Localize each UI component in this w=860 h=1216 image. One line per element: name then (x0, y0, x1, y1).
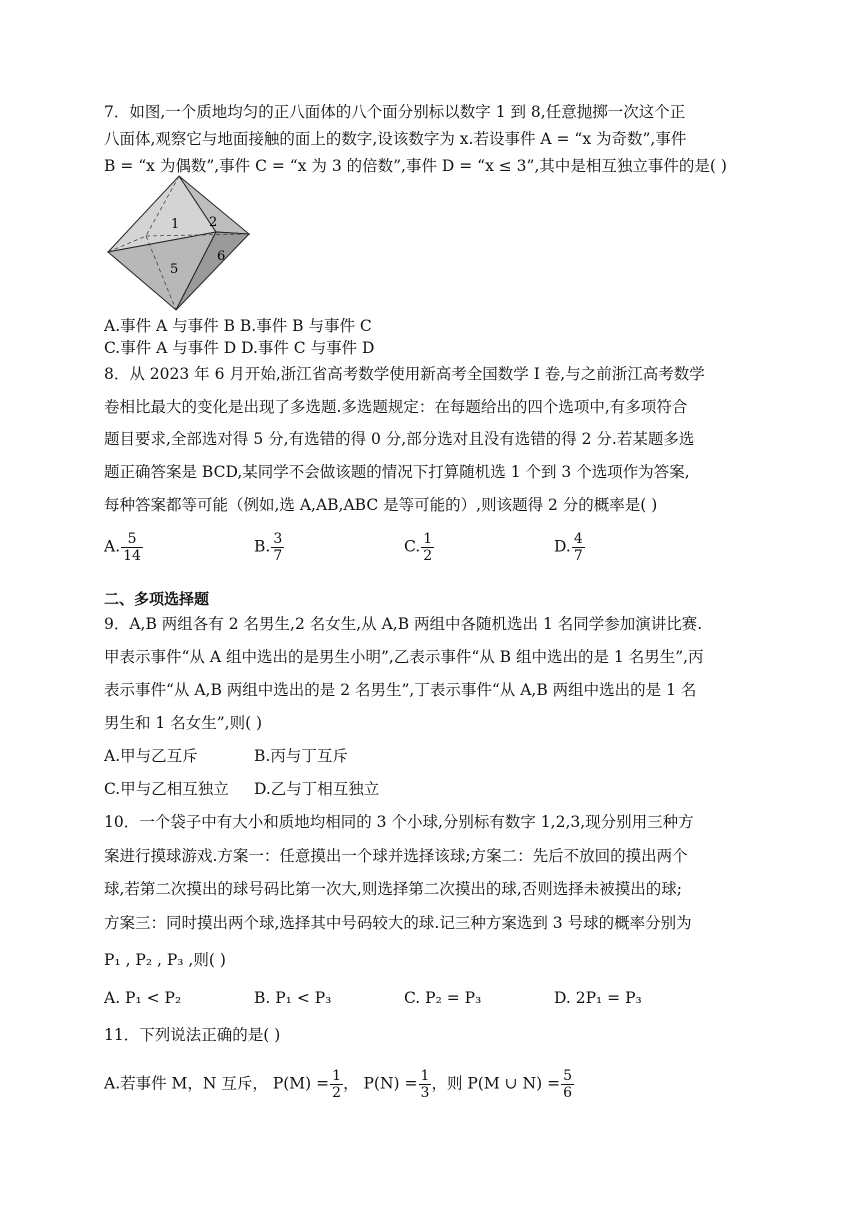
section-title: 二、多项选择题 (104, 590, 210, 608)
q7-options-row-2: C.事件 A 与事件 D D.事件 C 与事件 D (104, 339, 375, 357)
q8-option-b: B. $\frac{3}{7}$ (254, 531, 283, 564)
octahedron-figure (106, 174, 252, 314)
q10-option-a: A. P₁ < P₂ (104, 989, 182, 1007)
q8-line-2: 卷相比最大的变化是出现了多选题.多选题规定：在每题给出的四个选项中,有多项符合 (104, 398, 688, 416)
q7-line-1: 7．如图,一个质地均匀的正八面体的八个面分别标以数字 1 到 8,任意抛掷一次这个正 (104, 103, 686, 121)
face-label-1: 1 (171, 217, 180, 232)
q7-options-row-1: A.事件 A 与事件 B B.事件 B 与事件 C (104, 317, 372, 335)
q11-line-1: 11．下列说法正确的是( ) (104, 1026, 281, 1044)
q9-option-b: B.丙与丁互斥 (254, 747, 348, 765)
q8-line-3: 题目要求,全部选对得 5 分,有选错的得 0 分,部分选对且没有选错的得 2 分.若某题多选 (104, 430, 695, 448)
q8-line-4: 题正确答案是 BCD,某同学不会做该题的情况下打算随机选 1 个到 3 个选项作为答案, (104, 463, 690, 481)
q10-line-4: 方案三：同时摸出两个球,选择其中号码较大的球.记三种方案选到 3 号球的概率分别为 (104, 914, 692, 932)
q10-line-2: 案进行摸球游戏.方案一：任意摸出一个球并选择该球;方案二：先后不放回的摸出两个 (104, 847, 688, 865)
q9-line-2: 甲表示事件“从 A 组中选出的是男生小明”,乙表示事件“从 B 组中选出的是 1 名男生”,丙 (104, 648, 704, 666)
q8-option-d: D. $\frac{4}{7}$ (554, 531, 583, 564)
q9-line-3: 表示事件“从 A,B 两组中选出的是 2 名男生”,丁表示事件“从 A,B 两组中选出的是 1 名 (104, 681, 697, 699)
q9-line-1: 9．A,B 两组各有 2 名男生,2 名女生,从 A,B 两组中各随机选出 1 名同学参加演讲比赛. (104, 615, 703, 633)
q10-option-d: D. 2P₁ = P₃ (554, 989, 642, 1007)
q10-option-c: C. P₂ = P₃ (404, 989, 482, 1007)
q8-option-c: C. $\frac{1}{2}$ (404, 531, 433, 564)
q10-line-5: P₁ , P₂ , P₃ ,则( ) (104, 951, 226, 969)
q7-line-2: 八面体,观察它与地面接触的面上的数字,设该数字为 x.若设事件 A = “x 为奇数”,事件 (104, 130, 687, 148)
q7-line-3: B = “x 为偶数”,事件 C = “x 为 3 的倍数”,事件 D = “x ≤ 3”,其中是相互独立事件的是( ) (104, 157, 727, 175)
q8-option-a: A. $\frac{5}{14}$ (104, 531, 141, 564)
q10-option-b: B. P₁ < P₃ (254, 989, 332, 1007)
q9-option-c: C.甲与乙相互独立 (104, 780, 229, 798)
q10-line-3: 球,若第二次摸出的球号码比第一次大,则选择第二次摸出的球,否则选择未被摸出的球; (104, 880, 683, 898)
face-label-5: 5 (170, 262, 179, 277)
face-label-6: 6 (217, 249, 226, 264)
q8-line-1: 8．从 2023 年 6 月开始,浙江省高考数学使用新高考全国数学 I 卷,与之前浙江高考数学 (104, 365, 705, 383)
q9-option-a: A.甲与乙互斥 (104, 747, 198, 765)
q9-line-4: 男生和 1 名女生”,则( ) (104, 714, 263, 732)
q8-line-5: 每种答案都等可能（例如,选 A,AB,ABC 是等可能的）,则该题得 2 分的概率是( ) (104, 496, 658, 514)
q11-option-a: A.若事件 M，N 互斥， P(M) = $\frac{1}{2}$ ， P(N) = $\frac{1}{3}$ ，则 P(M ∪ N) = $\frac{5}{6}$ (104, 1068, 572, 1101)
q10-line-1: 10．一个袋子中有大小和质地均相同的 3 个小球,分别标有数字 1,2,3,现分别用三种方 (104, 813, 694, 831)
q9-option-d: D.乙与丁相互独立 (254, 780, 380, 798)
face-label-2: 2 (209, 215, 218, 230)
